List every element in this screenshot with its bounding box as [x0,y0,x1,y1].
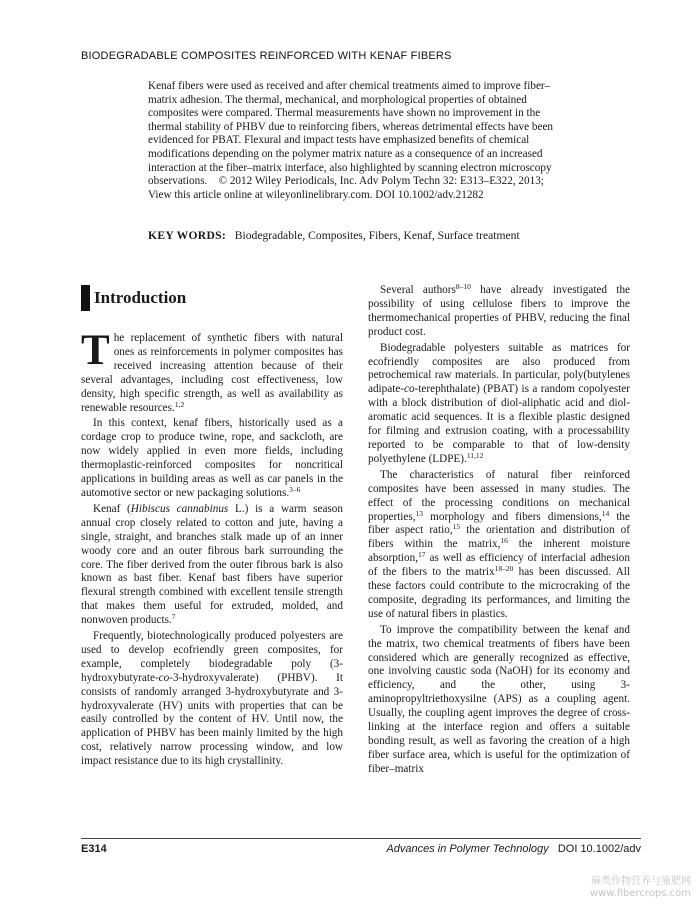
left-column [81,284,343,771]
footer-divider [81,838,641,839]
footer-doi: DOI 10.1002/adv [557,843,641,855]
keywords-label: KEY WORDS: [148,229,227,242]
paragraph-text: the fiber aspect ratio, [368,510,630,537]
journal-name: Advances in Polymer Technology [386,843,549,855]
italic-co: co [158,671,170,684]
drop-cap: T [81,327,110,374]
watermark-line-1: 麻类作物营养与施肥网 [591,876,691,887]
paragraph-text: Frequently, biotechnologically produced polyesters are used to develop ecofriendly green composites, for example, completely biodegradable poly (3-hydroxybutyrate- [81,630,343,684]
paragraph-text: have already investigated the possibility of using cellulose fibers to improve the thermomechanical properties of PHBV, reducing the final product cost. [368,284,631,338]
intro-paragraph-2 [81,417,343,500]
paragraph-text: the orientation and distribution of fibers within the matrix, [368,524,630,551]
italic-co: co [404,383,415,396]
paragraph-text: Kenaf ( [93,502,131,515]
paragraph-text: as well as efficiency of interfacial adhesion of the fibers to the matrix [368,552,630,579]
citation: 16 [500,536,508,546]
abstract-copyright: © 2012 Wiley Periodicals, Inc. Adv Polym Techn 32: E313–E322, 2013; View this article online at wileyonlinelibrary.com. DOI 10.1002/adv.21282 [148,175,544,201]
paragraph-text: the inherent moisture absorption, [368,538,630,565]
abstract [148,80,558,202]
paragraph-text: he replacement of synthetic fibers with natural ones as reinforcements in polymer composites has received increasing attention because of their several advantages, including cost effectiveness, low density, high specific strength, as well as availability as renewable resources. [81,332,343,414]
intro-paragraph-1 [81,327,343,415]
site-watermark [590,876,691,900]
journal-info [386,843,641,855]
right-column [368,284,630,779]
abstract-text: Kenaf fibers were used as received and after chemical treatments aimed to improve fiber–matrix adhesion. The thermal, mechanical, and morphological properties of obtained composites were compared. Thermal measurements have shown no improvement in the thermal stability of PHBV due to reinforcing fibers, whereas detrimental effects have been evidenced for PBAT. Flexural and impact tests have emphasized benefits of chemical modifications depending on the polymer matrix nature as a consequence of an increased interaction at the fiber–matrix interface, also highlighted by scanning electron microscopy observations. [148,80,554,188]
species-name: Hibiscus cannabinus [130,502,229,515]
section-title: Introduction [94,288,187,308]
paragraph-text: Biodegradable polyesters suitable as matrices for ecofriendly composites are also produced from petrochemical raw materials. In particular, poly(butylenes adipate- [368,341,630,396]
paragraph-text: -terephthalate) (PBAT) is a random copolyester with a block distribution of diol-aliphatic acid and diol-aromatic acid sequences. It is a flexible plastic designed for filming and extrusion coating, with a processability reported to be comparable to that of low-density polyethylene (LDPE). [368,383,630,465]
citation: 11,12 [466,450,484,460]
intro-paragraph-5 [368,284,630,340]
watermark-line-2: www.fibercrops.com [589,888,691,899]
citation: 17 [418,550,426,560]
keywords [148,229,568,243]
section-heading [81,284,343,312]
page-footer [81,843,641,859]
paragraph-text: -3-hydroxyvalerate) (PHBV). It consists of randomly arranged 3-hydroxybutyrate and 3-hydroxyvalerate (HV) units with properties that can be easily controlled by the content of HV. Until now, the application of PHBV has been mainly limited by the high cost, relatively narrow processing window, and low impact resistance due to its high crystallinity. [81,671,343,768]
citation: 7 [171,612,176,622]
intro-paragraph-6 [368,342,630,467]
citation: 15 [452,522,461,532]
keywords-terms: Biodegradable, Composites, Fibers, Kenaf, Surface treatment [234,229,520,242]
running-head: BIODEGRADABLE COMPOSITES REINFORCED WITH KENAF FIBERS [81,50,452,62]
intro-paragraph-8: To improve the compatibility between the kenaf and the matrix, two chemical treatments of fibers have been considered which are generally recognized as effective, one involving caustic soda (NaOH) for its economy and efficiency, and the other, using 3-aminopropyltriethoxysilne (APS) as a coupling agent. Usually, the coupling agent improves the degree of cross-linking at the interface region and offers a suitable bonding result, as well as favoring the creation of a high fiber surface area, which is useful for the optimization of fiber–matrix [368,623,630,775]
citation: 18–20 [494,564,514,574]
intro-paragraph-4 [81,630,343,769]
intro-paragraph-3 [81,503,343,628]
paragraph-text: morphology and fibers dimensions, [423,510,602,523]
citation: 14 [601,508,610,518]
intro-paragraph-7 [368,469,630,622]
paragraph-text: The characteristics of natural fiber reinforced composites have been assessed in many studies. The effect of the processing conditions on mechanical properties, [368,468,630,523]
citation: 3–6 [289,484,301,494]
citation: 1,2 [174,399,185,409]
paragraph-text: has been discussed. All these factors could contribute to the microcraking of the composite, degrading its performances, and limiting the use of natural fibers in plastics. [368,566,630,620]
paragraph-text: Several authors [380,284,456,296]
citation: 8–10 [455,282,471,291]
section-marker-bar [81,285,90,311]
paragraph-text: L.) is a warm season annual crop closely related to cotton and jute, having a single, straight, and branches stalk made up of an inner woody core and an outer fibrous bark surrounding the core. The fiber derived from the outer fibrous bark is also known as bast fiber. Kenaf bast fibers have superior flexural strength combined with excellent tensile strength that makes them useful for extruded, molded, and nonwoven products. [81,502,343,627]
citation: 13 [415,508,424,518]
paragraph-text: In this context, kenaf fibers, historically used as a cordage crop to produce twine, rope, and sackcloth, are now widely applied in even more fields, including thermoplastic-reinforced composites for noncritical applications in building areas as well as car panels in the automotive sector or new packaging solutions. [81,417,343,499]
page-number: E314 [81,843,107,855]
